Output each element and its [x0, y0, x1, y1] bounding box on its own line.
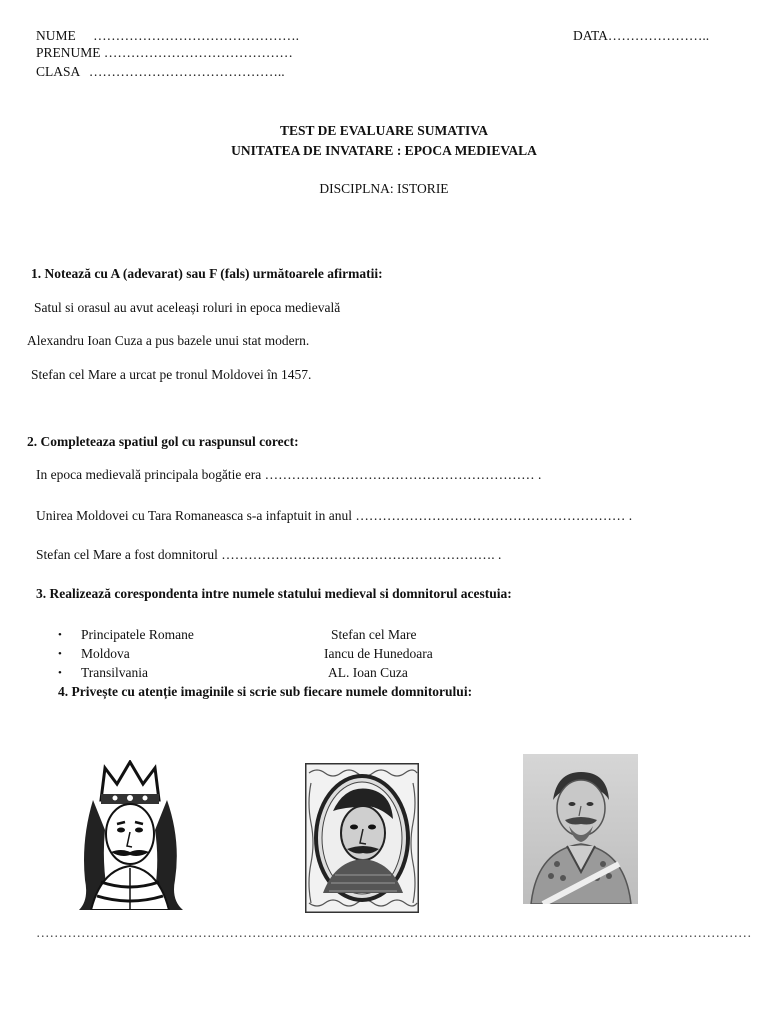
subject-title: DISCIPLNA: ISTORIE	[319, 181, 449, 196]
photo-ruler-portrait	[523, 754, 638, 904]
class-field	[36, 64, 285, 80]
q3-heading: 3. Realizează corespondenta intre numele statului medieval si domnitorul acestuia:	[36, 586, 512, 601]
date-label: DATA	[573, 28, 608, 43]
ruler-name: AL. Ioan Cuza	[328, 665, 408, 680]
q2-item: Unirea Moldovei cu Tara Romaneasca s-a infaptuit in anul …………………………………………………… .	[36, 508, 633, 523]
q2-item: In epoca medievală principala bogătie era …………………………………………………… .	[36, 467, 542, 482]
q4-heading: 4. Privește cu atenție imaginile si scrie sub fiecare numele domnitorului:	[58, 684, 473, 699]
name-label: NUME	[36, 28, 76, 43]
state-name: Principatele Romane	[81, 627, 194, 642]
q2-item: Stefan cel Mare a fost domnitorul ……………………………………………………. .	[36, 547, 502, 562]
crowned-ruler-portrait	[71, 760, 189, 910]
q1-item: Alexandru Ioan Cuza a pus bazele unui stat modern.	[27, 333, 310, 348]
surname-dots: ……………………………………	[103, 45, 293, 60]
engraved-ruler-portrait	[305, 763, 419, 913]
surname-label: PRENUME	[36, 45, 101, 60]
name-dots: ……………………………………….	[93, 28, 299, 43]
bullet-icon: •	[58, 629, 62, 641]
bullet-icon: •	[58, 667, 62, 679]
unit-title: UNITATEA DE INVATARE : EPOCA MEDIEVALA	[231, 143, 537, 158]
answer-line[interactable]: ……………………………………………………………………………………………………………………………………………	[36, 925, 752, 940]
name-field	[36, 28, 299, 44]
q1-item: Stefan cel Mare a urcat pe tronul Moldovei în 1457.	[31, 367, 312, 382]
date-dots: …………………..	[607, 28, 710, 43]
bullet-icon: •	[58, 648, 62, 660]
ruler-name: Iancu de Hunedoara	[324, 646, 433, 661]
class-dots: ……………………………………..	[88, 64, 285, 79]
surname-field	[36, 45, 293, 61]
class-label: CLASA	[36, 64, 80, 79]
q1-item: Satul si orasul au avut aceleași roluri in epoca medievală	[34, 300, 341, 315]
q1-heading: 1. Notează cu A (adevarat) sau F (fals) următoarele afirmatii:	[31, 266, 383, 281]
ruler-name: Stefan cel Mare	[331, 627, 417, 642]
state-name: Transilvania	[81, 665, 148, 680]
state-name: Moldova	[81, 646, 130, 661]
test-title: TEST DE EVALUARE SUMATIVA	[280, 123, 488, 138]
q2-heading: 2. Completeaza spatiul gol cu raspunsul corect:	[27, 434, 299, 449]
date-field	[573, 28, 709, 44]
